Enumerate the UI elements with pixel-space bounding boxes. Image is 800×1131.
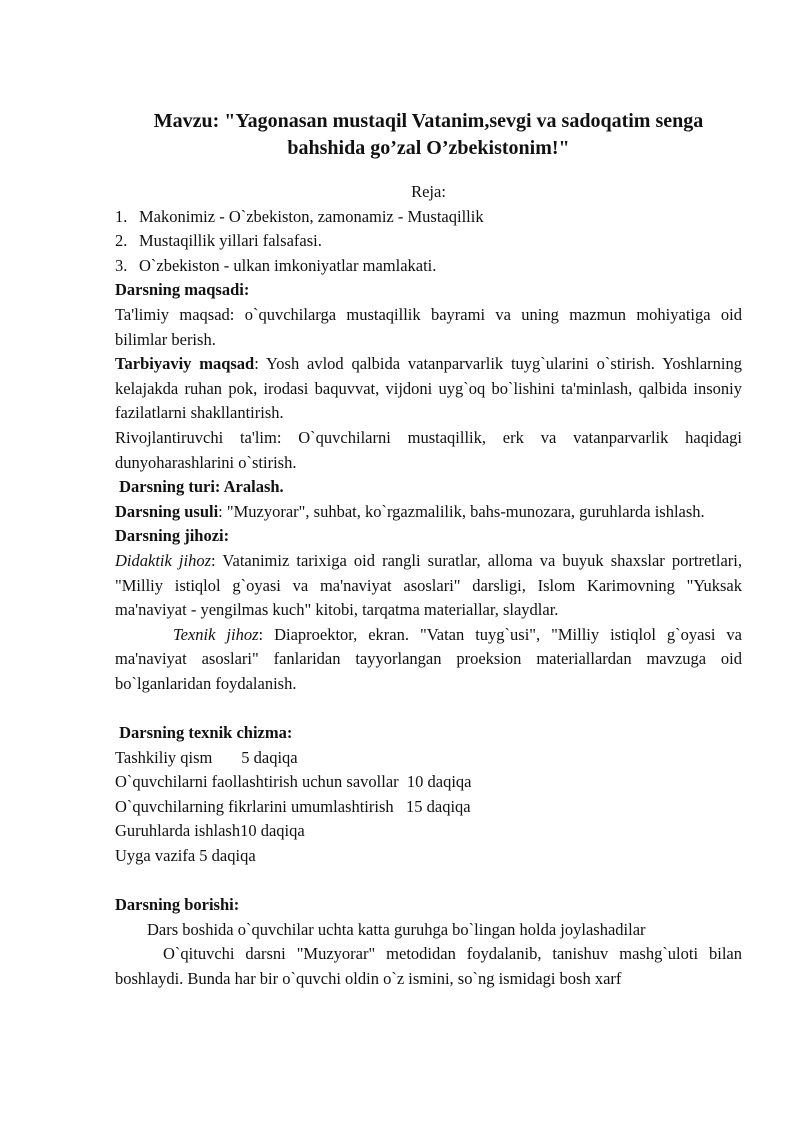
plan-item-number: 3. [115, 255, 128, 275]
plan-item-text: Makonimiz - O`zbekiston, zamonamiz - Mustaqillik [139, 206, 484, 226]
plan-item-number: 2. [115, 231, 128, 251]
page-title [115, 108, 742, 162]
document-page [115, 108, 742, 992]
technical-equipment-label: Texnik jihoz [173, 624, 259, 644]
schedule-row: Uyga vazifa 5 daqiqa [115, 846, 256, 866]
technical-equipment-text: : Diaproektor, ekran. "Vatan tuyg`usi", "Milliy istiqlol g`oyasi va ma'naviyat asoslari" fanlaridan tayyorlangan proeksion materiallardan mavzuga oid bo`lganlaridan foydalanish. [115, 624, 742, 693]
plan-heading: Reja: [411, 182, 446, 201]
title-line-2: bahshida go’zal O’zbekistonim!" [287, 137, 570, 159]
schedule-row: O`quvchilarning fikrlarini umumlashtirish 15 daqiqa [115, 796, 471, 816]
educational-goal: Ta'limiy maqsad: o`quvchilarga mustaqillik bayrami va uning mazmun mohiyatiga oid bilimlar berish. [115, 304, 742, 349]
technical-equipment [115, 623, 742, 697]
schedule-row: Guruhlarda ishlash10 daqiqa [115, 821, 305, 841]
schedule-list [115, 746, 742, 869]
upbringing-goal [115, 352, 742, 426]
plan-item [115, 254, 742, 279]
lesson-progress-paragraph-1: Dars boshida o`quvchilar uchta katta guruhga bo`lingan holda joylashadilar [147, 919, 646, 939]
upbringing-goal-label: Tarbiyaviy maqsad [115, 354, 255, 374]
lesson-type: Darsning turi: Aralash. [115, 477, 284, 497]
title-line-1: Mavzu: "Yagonasan mustaqil Vatanim,sevgi va sadoqatim senga [153, 110, 704, 132]
plan-list [115, 205, 742, 279]
upbringing-goal-text: : Yosh avlod qalbida vatanparvarlik tuyg`ularini o`stirish. Yoshlarning kelajakda ruhan pok, irodasi baquvvat, vijdoni uyg`oq bo`lishini ta'minlash, qalbida insoniy fazilatlarni shakllantirish. [115, 354, 742, 423]
developmental-goal: Rivojlantiruvchi ta'lim: O`quvchilarni mustaqillik, erk va vatanparvarlik haqidagi dunyoharashlarini o`stirish. [115, 427, 742, 472]
schedule-row: Tashkiliy qism 5 daqiqa [115, 747, 298, 767]
lesson-method [115, 500, 742, 525]
plan-item [115, 205, 742, 230]
lesson-method-text: : "Muzyorar", suhbat, ko`rgazmalilik, bahs-munozara, guruhlarda ishlash. [218, 501, 705, 521]
didactic-equipment-label: Didaktik jihoz [115, 550, 212, 570]
lesson-progress-heading: Darsning borishi: [115, 895, 240, 915]
schedule-heading: Darsning texnik chizma: [115, 723, 293, 743]
plan-item-number: 1. [115, 206, 128, 226]
plan-item [115, 229, 742, 254]
spacer [115, 696, 742, 721]
didactic-equipment [115, 549, 742, 623]
goals-heading: Darsning maqsadi: [115, 280, 250, 300]
spacer [115, 869, 742, 894]
equipment-heading: Darsning jihozi: [115, 526, 230, 546]
plan-item-text: O`zbekiston - ulkan imkoniyatlar mamlakati. [139, 255, 437, 275]
lesson-progress-paragraph-2: O`qituvchi darsni "Muzyorar" metodidan foydalanib, tanishuv mashg`uloti bilan boshlaydi. Bunda har bir o`quvchi oldin o`z ismini, so`ng ismidagi bosh xarf [115, 944, 742, 988]
plan-item-text: Mustaqillik yillari falsafasi. [139, 231, 322, 251]
lesson-method-label: Darsning usuli [115, 501, 219, 521]
schedule-row: O`quvchilarni faollashtirish uchun savollar 10 daqiqa [115, 772, 472, 792]
didactic-equipment-text: : Vatanimiz tarixiga oid rangli suratlar, alloma va buyuk shaxslar portretlari, "Milliy istiqlol g`oyasi va ma'naviyat asoslari" darsligi, Islom Karimovning "Yuksak ma'naviyat - yengilmas kuch" kitobi, tarqatma materiallar, slaydlar. [115, 550, 742, 620]
